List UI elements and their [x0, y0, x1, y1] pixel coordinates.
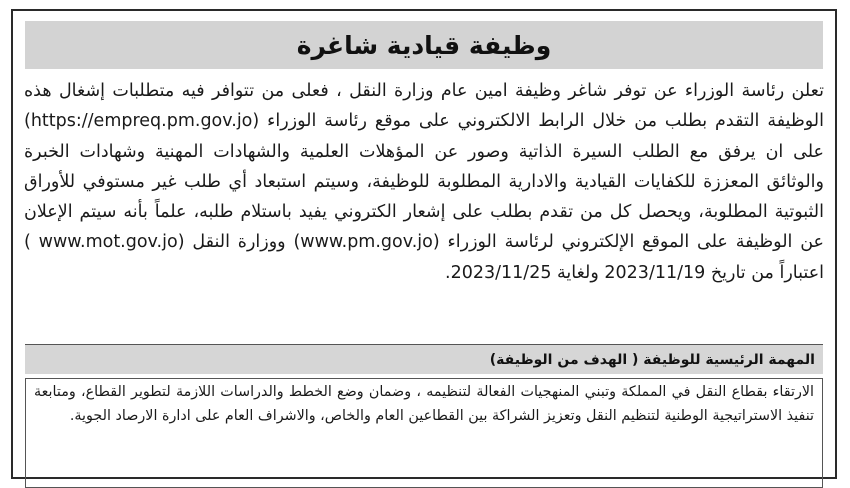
- page-title: وظيفة قيادية شاغرة: [296, 30, 552, 60]
- announcement-paragraph: تعلن رئاسة الوزراء عن توفر شاغر وظيفة امين عام وزارة النقل ، فعلى من تتوافر فيه متطلبات إشغال هذه الوظيفة التقدم بطلب من خلال الرابط الالكتروني على موقع رئاسة الوزراء (https://empreq.pm.gov.jo) على ان يرفق مع الطلب السيرة الذاتية وصور عن المؤهلات العلمية والشهادات المهنية وشهادات الخبرة والوثائق المعززة للكفايات القيادية والادارية المطلوبة للوظيفة، وسيتم استبعاد أي طلب غير مستوفي للأوراق الثبوتية المطلوبة، ويحصل كل من تقدم بطلب على إشعار الكتروني يفيد باستلام طلبه، علماً بأنه سيتم الإعلان عن الوظيفة على الموقع الإلكتروني لرئاسة الوزراء (www.pm.gov.jo) ووزارة النقل (www.mot.gov.jo ) اعتباراً من تاريخ 2023/11/19 ولغاية 2023/11/25.: [24, 81, 824, 283]
- advertisement-frame: [11, 9, 837, 479]
- mission-section: [25, 344, 823, 485]
- title-bar: [25, 21, 823, 69]
- mission-header-label: المهمة الرئيسية للوظيفة ( الهدف من الوظيفة): [489, 351, 815, 368]
- mission-body: [25, 378, 823, 488]
- announcement-body: [24, 76, 824, 288]
- mission-text: الارتقاء بقطاع النقل في المملكة وتبني المنهجيات الفعالة لتنظيمه ، وضمان وضع الخطط والدراسات اللازمة لتطوير القطاع، ومتابعة تنفيذ الاستراتيجية الوطنية لتنظيم النقل وتعزيز الشراكة بين القطاعين العام والخاص، والاشراف العام على ادارة الارصاد الجوية.: [34, 384, 814, 424]
- mission-header: [25, 345, 823, 374]
